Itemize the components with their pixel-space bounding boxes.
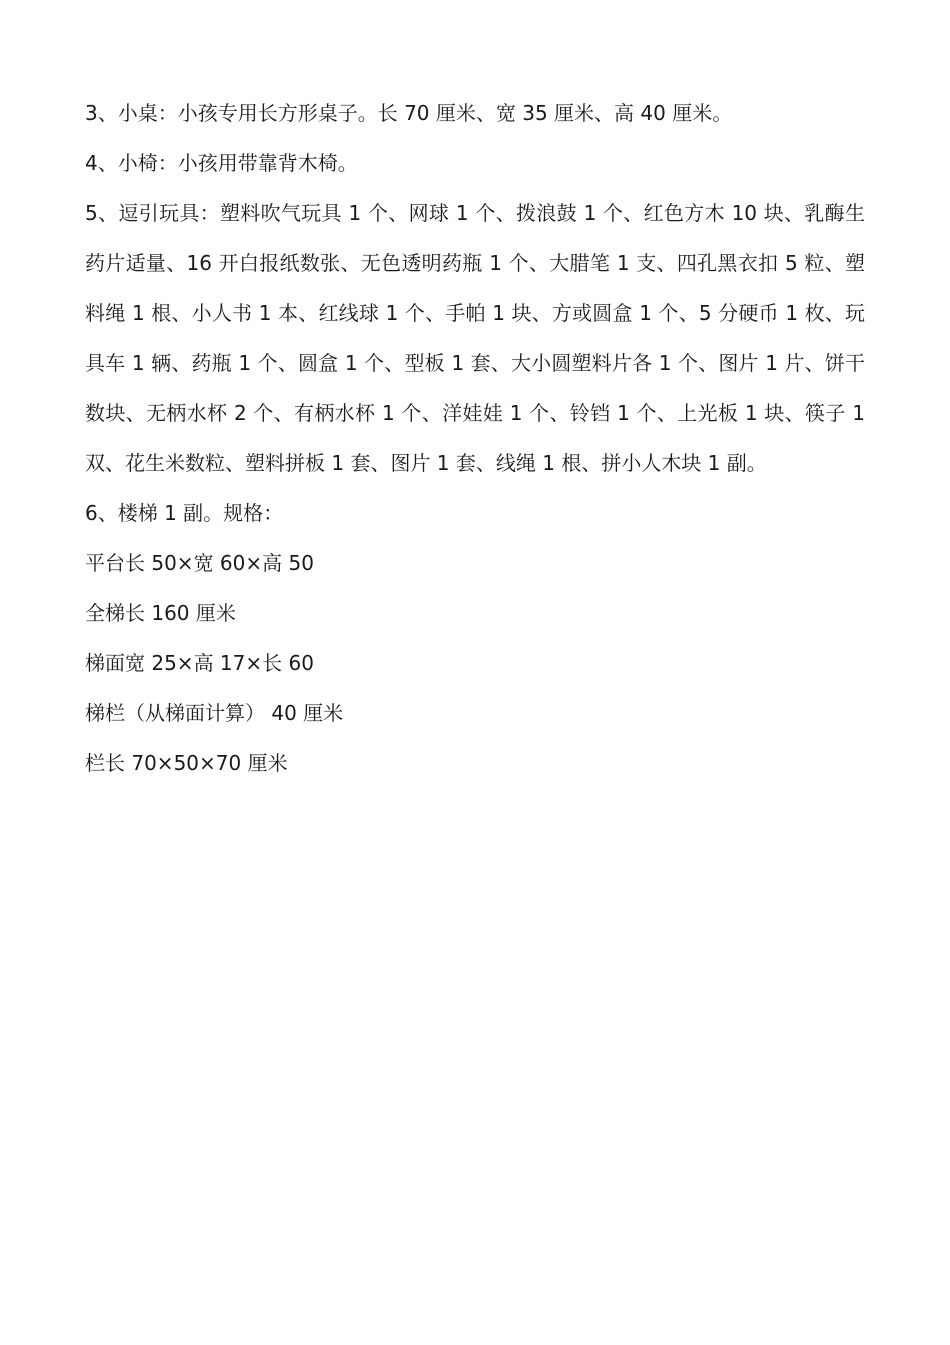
item-4-small-chair: 4、小椅：小孩用带靠背木椅。 bbox=[85, 151, 358, 175]
spec-stair-length: 全梯长 160 厘米 bbox=[85, 601, 236, 625]
item-5-toys: 5、逗引玩具：塑料吹气玩具 1 个、网球 1 个、拨浪鼓 1 个、红色方木 10 块、乳酶生药片适量、16 开白报纸数张、无色透明药瓶 1 个、大腊笔 1 支、四孔黑衣扣 5 粒、塑料绳 1 根、小人书 1 本、红线球 1 个、手帕 1 块、方或圆盒 1 个、5 分硬币 1 枚、玩具车 1 辆、药瓶 1 个、圆盒 1 个、型板 1 套、大小圆塑料片各 1 个、图片 1 片、饼干数块、无柄水杯 2 个、有柄水杯 1 个、洋娃娃 1 个、铃铛 1 个、上光板 1 块、筷子 1 双、花生米数粒、塑料拼板 1 套、图片 1 套、线绳 1 根、拼小人木块 1 副。 bbox=[85, 201, 865, 475]
spec-platform: 平台长 50×宽 60×高 50 bbox=[85, 551, 314, 575]
document-body bbox=[85, 88, 865, 788]
spec-railing-length: 栏长 70×50×70 厘米 bbox=[85, 751, 288, 775]
item-3-small-table: 3、小桌：小孩专用长方形桌子。长 70 厘米、宽 35 厘米、高 40 厘米。 bbox=[85, 101, 733, 125]
spec-step-size: 梯面宽 25×高 17×长 60 bbox=[85, 651, 314, 675]
spec-railing-height: 梯栏（从梯面计算） 40 厘米 bbox=[85, 701, 344, 725]
item-6-stairs: 6、楼梯 1 副。规格： bbox=[85, 501, 284, 525]
